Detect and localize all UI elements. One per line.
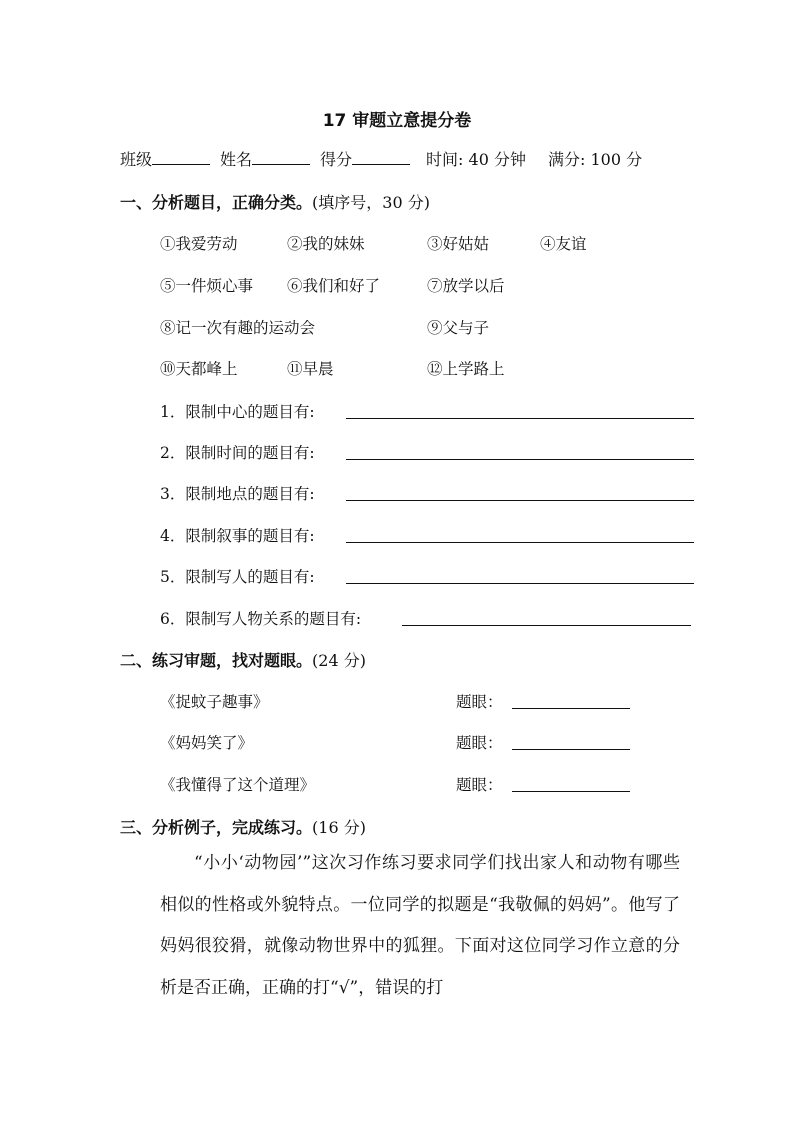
question-1: 1．限制中心的题目有: xyxy=(160,403,315,421)
question-6: 6．限制写人物关系的题目有: xyxy=(160,610,362,628)
option-4: ④友谊 xyxy=(540,235,587,253)
question-4: 4．限制叙事的题目有: xyxy=(160,527,315,545)
option-9: ⑨父与子 xyxy=(427,319,490,337)
option-2: ②我的妹妹 xyxy=(287,235,365,253)
full-score-label: 满分: 100 分 xyxy=(547,150,643,169)
option-1: ①我爱劳动 xyxy=(160,235,238,253)
option-6: ⑥我们和好了 xyxy=(287,277,381,295)
answer-line-4[interactable] xyxy=(346,542,694,543)
section3-heading: 三、分析例子，完成练习。(16 分) xyxy=(120,818,366,837)
section3-note: (16 分) xyxy=(312,818,366,837)
option-8: ⑧记一次有趣的运动会 xyxy=(160,319,316,337)
class-label: 班级 xyxy=(120,150,153,169)
answer-line-3[interactable] xyxy=(346,500,694,501)
option-3: ③好姑姑 xyxy=(427,235,490,253)
topic-2: 《妈妈笑了》 xyxy=(160,734,254,752)
answer-line-1[interactable] xyxy=(346,418,694,419)
option-10: ⑩天都峰上 xyxy=(160,360,238,378)
answer-line-5[interactable] xyxy=(346,583,694,584)
section1-note: (填序号，30 分) xyxy=(312,193,430,212)
section1-heading: 一、分析题目，正确分类。(填序号，30 分) xyxy=(120,193,430,212)
score-blank[interactable] xyxy=(352,150,410,165)
eye-line-2[interactable] xyxy=(512,749,630,750)
score-label: 得分 xyxy=(320,150,353,169)
eye-label-1: 题眼： xyxy=(456,693,503,711)
time-label: 时间: 40 分钟 xyxy=(426,150,526,169)
name-label: 姓名 xyxy=(220,150,253,169)
option-11: ⑪早晨 xyxy=(287,360,334,378)
page-title: 17 审题立意提分卷 xyxy=(322,111,472,131)
eye-line-1[interactable] xyxy=(512,708,630,709)
topic-1: 《捉蚊子趣事》 xyxy=(160,693,269,711)
answer-line-6[interactable] xyxy=(402,625,691,626)
option-12: ⑫上学路上 xyxy=(427,360,505,378)
class-blank[interactable] xyxy=(152,150,210,165)
student-info-line xyxy=(120,147,642,170)
question-2: 2．限制时间的题目有: xyxy=(160,444,315,462)
name-blank[interactable] xyxy=(252,150,310,165)
section2-note: (24 分) xyxy=(312,651,366,670)
section3-paragraph: “小小‘动物园’”这次习作练习要求同学们找出家人和动物有哪些相似的性格或外貌特点。一位同学的拟题是“我敬佩的妈妈”。他写了妈妈很狡猾，就像动物世界中的狐狸。下面对这位同学习作立意的分析是否正确，正确的打“√”，错误的打 xyxy=(160,853,680,998)
option-7: ⑦放学以后 xyxy=(427,277,505,295)
question-3: 3．限制地点的题目有: xyxy=(160,485,315,503)
section2-heading: 二、练习审题，找对题眼。(24 分) xyxy=(120,651,366,670)
option-5: ⑤一件烦心事 xyxy=(160,277,254,295)
question-5: 5．限制写人的题目有: xyxy=(160,568,315,586)
answer-line-2[interactable] xyxy=(346,459,694,460)
eye-line-3[interactable] xyxy=(512,791,630,792)
eye-label-3: 题眼： xyxy=(456,776,503,794)
topic-3: 《我懂得了这个道理》 xyxy=(160,776,316,794)
eye-label-2: 题眼： xyxy=(456,734,503,752)
